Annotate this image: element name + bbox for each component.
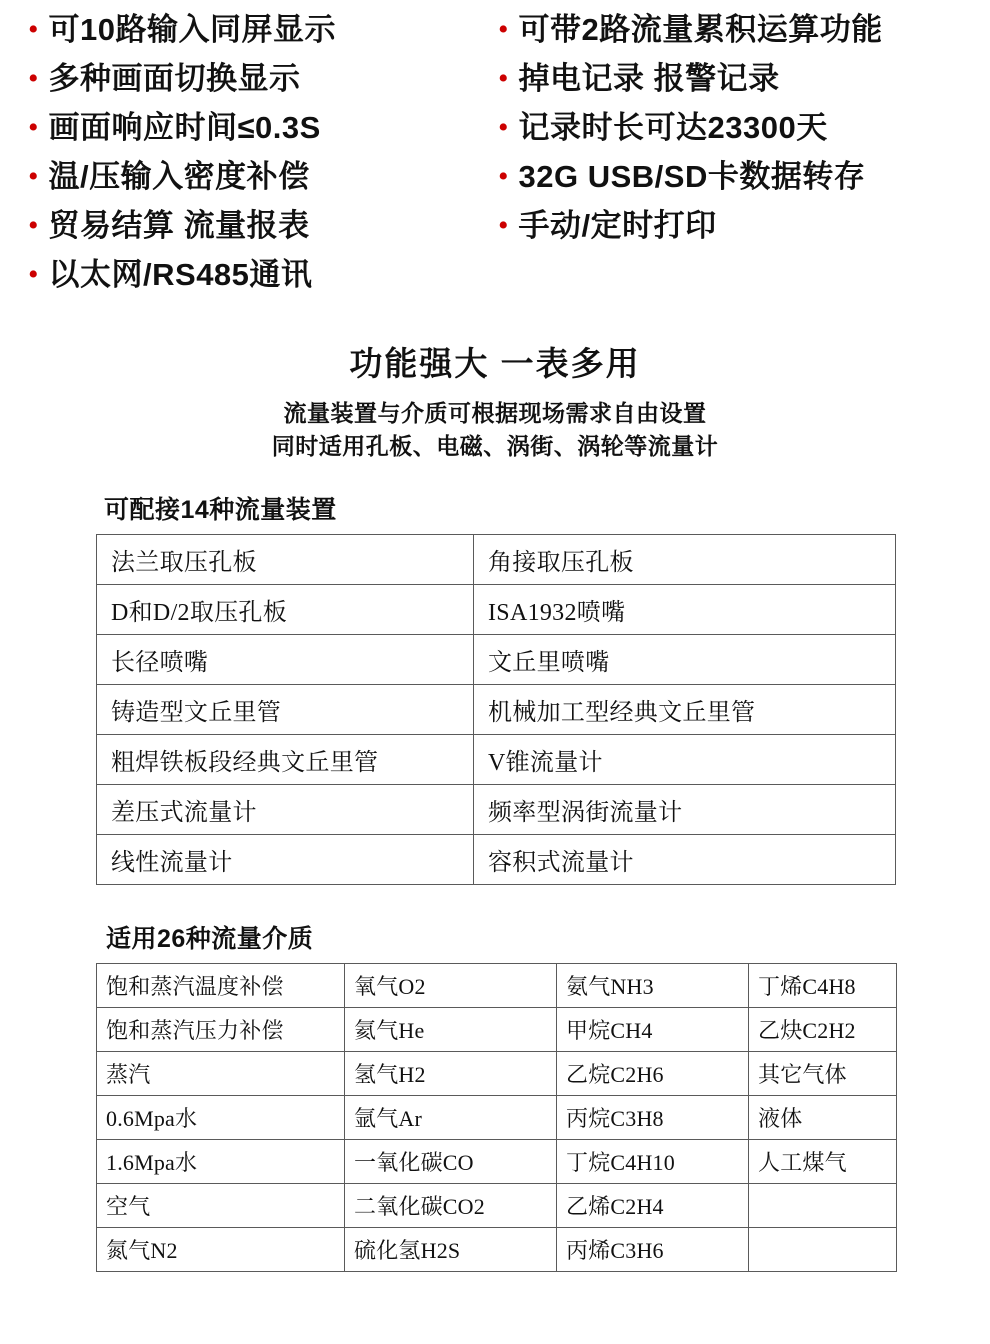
table-row: [97, 584, 896, 634]
table-cell: 容积式流量计: [474, 834, 896, 884]
table-cell: 丙烷C3H8: [557, 1095, 749, 1139]
table-cell: 甲烷CH4: [557, 1007, 749, 1051]
feature-label: 记录时长可达23300天: [518, 110, 828, 145]
subtitle-line-1: 流量装置与介质可根据现场需求自由设置: [283, 400, 707, 426]
bullet-icon: •: [28, 111, 39, 144]
feature-item: [28, 206, 498, 246]
devices-section-label: 可配接14种流量装置: [104, 495, 337, 524]
table-cell: V锥流量计: [474, 734, 896, 784]
table-cell: 乙烯C2H4: [557, 1183, 749, 1227]
table-cell: 差压式流量计: [97, 784, 474, 834]
table-cell: 一氧化碳CO: [345, 1139, 557, 1183]
feature-label: 温/压输入密度补偿: [48, 159, 310, 194]
table-cell: 法兰取压孔板: [97, 534, 474, 584]
feature-item: [498, 59, 988, 99]
table-cell: 蒸汽: [97, 1051, 345, 1095]
table-cell: 长径喷嘴: [97, 634, 474, 684]
feature-label: 画面响应时间≤0.3S: [48, 110, 321, 145]
table-cell: ISA1932喷嘴: [474, 584, 896, 634]
subtitle-line-2: 同时适用孔板、电磁、涡街、涡轮等流量计: [271, 433, 719, 460]
table-cell: 饱和蒸汽压力补偿: [97, 1007, 345, 1051]
feature-list: [0, 0, 990, 304]
feature-item: [498, 108, 988, 148]
table-cell: 其它气体: [749, 1051, 897, 1095]
feature-item: [498, 157, 988, 197]
table-row: [97, 1227, 897, 1271]
table-cell: 氨气NH3: [557, 963, 749, 1007]
feature-item: [498, 10, 988, 50]
table-row: [97, 684, 896, 734]
bullet-icon: •: [28, 62, 39, 95]
table-cell: D和D/2取压孔板: [97, 584, 474, 634]
table-row: [97, 634, 896, 684]
feature-item: [28, 108, 498, 148]
table-cell: 角接取压孔板: [474, 534, 896, 584]
table-cell: 饱和蒸汽温度补偿: [97, 963, 345, 1007]
table-cell: 液体: [749, 1095, 897, 1139]
table-cell: 氩气Ar: [345, 1095, 557, 1139]
table-cell-empty: [749, 1183, 897, 1227]
table-cell: 1.6Mpa水: [97, 1139, 345, 1183]
table-cell-empty: [749, 1227, 897, 1271]
bullet-icon: •: [498, 160, 509, 193]
feature-label: 贸易结算 流量报表: [48, 208, 310, 243]
table-row: [97, 1139, 897, 1183]
table-cell: 丙烯C3H6: [557, 1227, 749, 1271]
table-row: [97, 784, 896, 834]
bullet-icon: •: [28, 209, 39, 242]
table-row: [97, 734, 896, 784]
table-cell: 文丘里喷嘴: [474, 634, 896, 684]
table-cell: 硫化氢H2S: [345, 1227, 557, 1271]
feature-item: [498, 206, 988, 246]
table-cell: 氧气O2: [345, 963, 557, 1007]
media-table: [96, 963, 897, 1272]
table-cell: 二氧化碳CO2: [345, 1183, 557, 1227]
bullet-icon: •: [498, 111, 509, 144]
feature-item: [28, 10, 498, 50]
table-row: [97, 1007, 897, 1051]
table-cell: 线性流量计: [97, 834, 474, 884]
table-cell: 氢气H2: [345, 1051, 557, 1095]
feature-item: [28, 255, 498, 295]
table-cell: 空气: [97, 1183, 345, 1227]
feature-label: 可带2路流量累积运算功能: [518, 12, 883, 47]
feature-column-right: [498, 10, 988, 304]
bullet-icon: •: [28, 160, 39, 193]
bullet-icon: •: [28, 13, 39, 46]
media-section-label: 适用26种流量介质: [106, 924, 314, 953]
feature-label: 手动/定时打印: [518, 208, 717, 243]
heading-block: [0, 338, 990, 464]
bullet-icon: •: [498, 209, 509, 242]
table-row: [97, 1051, 897, 1095]
feature-label: 32G USB/SD卡数据转存: [518, 159, 866, 194]
table-cell: 氮气N2: [97, 1227, 345, 1271]
bullet-icon: •: [498, 62, 509, 95]
feature-item: [28, 59, 498, 99]
bullet-icon: •: [28, 258, 39, 291]
table-row: [97, 1095, 897, 1139]
table-cell: 频率型涡街流量计: [474, 784, 896, 834]
table-row: [97, 534, 896, 584]
feature-label: 掉电记录 报警记录: [518, 61, 780, 96]
table-cell: 丁烯C4H8: [749, 963, 897, 1007]
table-row: [97, 963, 897, 1007]
table-cell: 乙炔C2H2: [749, 1007, 897, 1051]
table-cell: 粗焊铁板段经典文丘里管: [97, 734, 474, 784]
table-cell: 0.6Mpa水: [97, 1095, 345, 1139]
table-cell: 氦气He: [345, 1007, 557, 1051]
table-row: [97, 1183, 897, 1227]
table-cell: 丁烷C4H10: [557, 1139, 749, 1183]
table-cell: 乙烷C2H6: [557, 1051, 749, 1095]
table-cell: 铸造型文丘里管: [97, 684, 474, 734]
devices-table: [96, 534, 896, 885]
table-cell: 机械加工型经典文丘里管: [474, 684, 896, 734]
feature-label: 多种画面切换显示: [48, 61, 301, 96]
page-title: 功能强大 一表多用: [349, 345, 641, 382]
table-row: [97, 834, 896, 884]
feature-label: 可10路输入同屏显示: [48, 12, 336, 47]
feature-item: [28, 157, 498, 197]
table-cell: 人工煤气: [749, 1139, 897, 1183]
feature-column-left: [28, 10, 498, 304]
feature-label: 以太网/RS485通讯: [48, 257, 313, 292]
bullet-icon: •: [498, 13, 509, 46]
